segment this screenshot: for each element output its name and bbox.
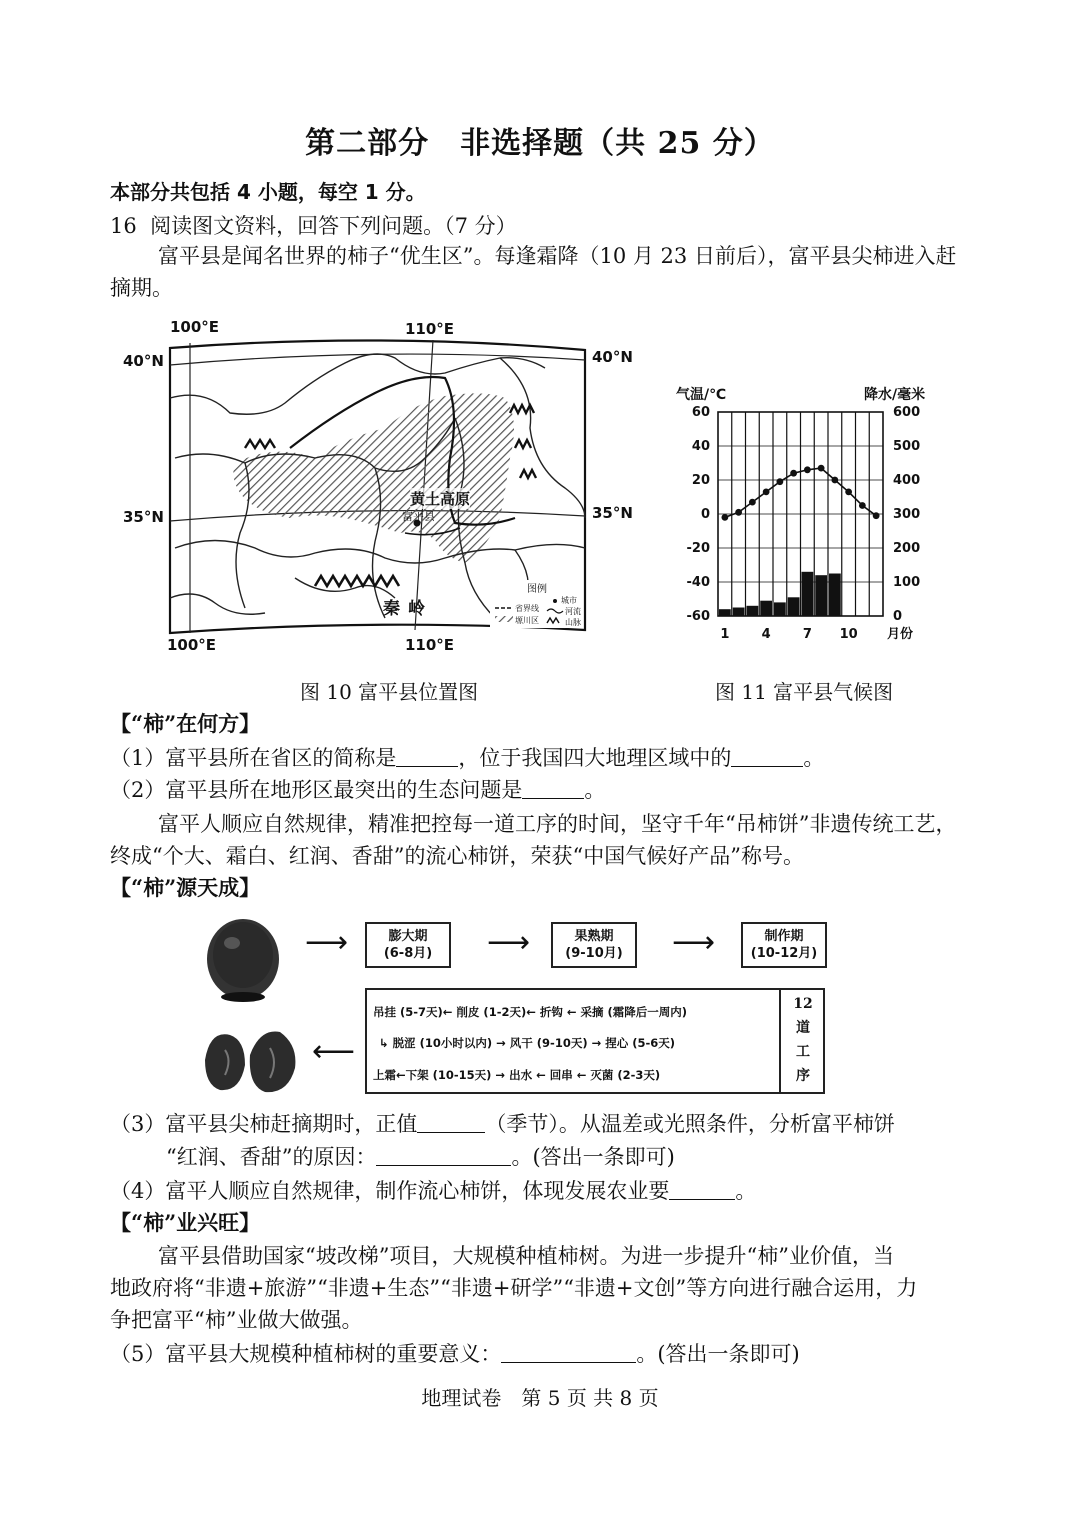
left-tick-label: 0	[700, 507, 710, 522]
right-tick-label: 400	[893, 473, 921, 488]
stage1-box	[365, 922, 451, 968]
legend-title: 图例	[527, 584, 547, 595]
stage1-name: 膨大期	[388, 929, 428, 944]
q1-text-b: ，位于我国四大地理区域中的	[458, 746, 732, 770]
q1-blank-2[interactable]	[731, 765, 803, 767]
legend-item-boundary: 省界线	[515, 604, 539, 613]
context-paragraph-line2: 摘期。	[110, 276, 173, 300]
precip-bar-3	[747, 606, 759, 616]
arrow-to-stage2: ⟶	[487, 925, 531, 960]
process-box	[365, 988, 825, 1094]
legend-item-plain: 塬川区	[515, 616, 539, 625]
split-persimmon-image	[200, 1020, 300, 1100]
location-map	[115, 318, 645, 658]
right-axis-label: 降水/毫米	[864, 387, 926, 403]
precip-bar-1	[719, 609, 731, 616]
stage1-time: (6-8月)	[383, 946, 433, 961]
question-prompt: 阅读图文资料，回答下列问题。（7 分）	[150, 214, 517, 238]
q1-blank-1[interactable]	[396, 765, 458, 767]
climate-chart	[668, 380, 948, 650]
q2-text-a: （2）富平县所在地形区最突出的生态问题是	[110, 778, 523, 802]
left-tick-label: -20	[686, 541, 710, 556]
temp-point-4	[763, 489, 770, 496]
section2-heading: 【“柿”源天成】	[110, 875, 261, 900]
x-tick-label: 1	[720, 627, 730, 642]
process-side-count: 12	[793, 996, 813, 1012]
temp-point-3	[749, 499, 756, 506]
right-tick-label: 100	[893, 575, 921, 590]
section1-heading: 【“柿”在何方】	[110, 711, 261, 736]
map-caption: 图 10 富平县位置图	[300, 680, 479, 704]
plateau-label: 黄土高原	[410, 490, 471, 508]
q2-text-b: 。	[584, 778, 606, 802]
question-number: 16	[110, 214, 137, 238]
climate-caption: 图 11 富平县气候图	[715, 680, 894, 704]
q3-text-c: “红润、香甜”的原因：	[166, 1145, 377, 1169]
x-tick-label: 4	[761, 627, 771, 642]
stage3-name: 制作期	[764, 929, 804, 944]
precip-bar-9	[829, 574, 841, 617]
question-16-header	[110, 210, 517, 240]
lon-label-bottom-left: 100°E	[167, 636, 217, 654]
lat-label-40-left: 40°N	[123, 352, 164, 370]
q2-blank[interactable]	[522, 797, 584, 799]
x-axis-unit-label: 月份	[887, 627, 914, 642]
temp-point-10	[845, 489, 852, 496]
arrow-to-stage3: ⟶	[672, 925, 716, 960]
process-row-2: ↳ 脱涩 (10小时以内) → 风干 (9-10天) → 捏心 (5-6天)	[379, 1036, 676, 1050]
stage2-box	[551, 922, 637, 968]
left-tick-label: 40	[691, 439, 710, 454]
whole-persimmon-image	[202, 915, 284, 1003]
q4-blank[interactable]	[669, 1198, 735, 1200]
temp-point-8	[818, 465, 825, 472]
lat-label-35-right: 35°N	[592, 504, 633, 522]
section3-heading: 【“柿”业兴旺】	[110, 1210, 261, 1235]
lat-label-35-left: 35°N	[123, 508, 164, 526]
stage2-name: 果熟期	[574, 929, 614, 944]
county-label: 富平县	[402, 510, 435, 523]
right-tick-label: 500	[893, 439, 921, 454]
right-tick-label: 200	[893, 541, 921, 556]
q3-text-b: （季节）。从温差或光照条件，分析富平柿饼	[485, 1112, 895, 1136]
q3-text-a: （3）富平县尖柿赶摘期时，正值	[110, 1112, 418, 1136]
process-side-char-3: 序	[796, 1068, 810, 1084]
q1-text-a: （1）富平县所在省区的简称是	[110, 746, 397, 770]
section1-para-line1: 富平人顺应自然规律，精准把控每一道工序的时间，坚守千年“吊柿饼”非遗传统工艺，	[158, 812, 957, 836]
left-tick-label: -60	[686, 609, 710, 624]
left-tick-label: 60	[691, 405, 710, 420]
process-side-char-2: 工	[796, 1044, 810, 1060]
loess-plateau-region	[233, 393, 514, 563]
temp-point-11	[859, 502, 866, 509]
section3-para-line2: 地政府将“非遗+旅游”“非遗+生态”“非遗+研学”“非遗+文创”等方向进行融合运用，力	[110, 1276, 918, 1300]
lat-label-40-right: 40°N	[592, 348, 633, 366]
temp-point-6	[790, 470, 797, 477]
question-3-line2	[166, 1141, 675, 1171]
temp-point-2	[735, 509, 742, 516]
legend-item-mountain: 山脉	[565, 618, 581, 627]
section-title: 第二部分 非选择题（共 25 分）	[305, 126, 775, 161]
mountain-label: 秦岭	[383, 599, 433, 619]
lon-label-bottom-right: 110°E	[405, 636, 455, 654]
question-2	[110, 774, 605, 804]
lon-label-top-right: 110°E	[405, 320, 455, 338]
precip-bar-8	[815, 575, 827, 616]
stage3-box	[741, 922, 827, 968]
q4-text-b: 。	[735, 1179, 757, 1203]
section1-para-line2: 终成“个大、霜白、红润、香甜”的流心柿饼，荣获“中国气候好产品”称号。	[110, 844, 804, 868]
q5-blank[interactable]	[501, 1361, 636, 1363]
section3-para-line1: 富平县借助国家“坡改梯”项目，大规模种植柿树。为进一步提升“柿”业价值，当	[158, 1244, 894, 1268]
temp-point-12	[873, 512, 880, 519]
precip-bar-7	[802, 572, 814, 616]
q3-text-d: 。(答出一条即可)	[511, 1145, 675, 1169]
process-side-label	[779, 988, 825, 1094]
left-tick-label: -40	[686, 575, 710, 590]
stage2-time: (9-10月)	[565, 946, 623, 961]
process-row-1: 吊挂 (5-7天)← 削皮 (1-2天)← 折钩 ← 采摘 (霜降后一周内)	[373, 1005, 688, 1019]
context-paragraph-line1: 富平县是闻名世界的柿子“优生区”。每逢霜降（10 月 23 日前后），富平县尖柿进入赶	[158, 244, 957, 268]
question-4	[110, 1175, 756, 1205]
climate-chart-svg	[668, 380, 948, 650]
x-tick-label: 10	[839, 627, 858, 642]
temp-point-5	[776, 478, 783, 485]
precip-bar-2	[733, 608, 745, 617]
page-footer: 地理试卷 第 5 页 共 8 页	[421, 1386, 659, 1410]
process-row-3: 上霜←下架 (10-15天) → 出水 ← 回串 ← 灭菌 (2-3天)	[373, 1068, 661, 1082]
process-side-char-1: 道	[796, 1020, 810, 1036]
right-tick-label: 0	[893, 609, 903, 624]
q3-blank-season[interactable]	[417, 1131, 485, 1133]
mountain-west	[245, 440, 275, 448]
precip-bar-6	[788, 597, 800, 616]
arrow-to-final: ⟵	[312, 1034, 356, 1069]
temp-point-7	[804, 466, 811, 473]
stage3-time: (10-12月)	[750, 946, 818, 961]
precip-bar-5	[774, 602, 786, 616]
q5-text-b: 。(答出一条即可)	[636, 1342, 800, 1366]
temp-point-9	[831, 477, 838, 484]
right-tick-label: 300	[893, 507, 921, 522]
left-axis-label: 气温/℃	[676, 387, 727, 403]
q4-text-a: （4）富平人顺应自然规律，制作流心柿饼，体现发展农业要	[110, 1179, 670, 1203]
lon-label-top-left: 100°E	[170, 318, 220, 336]
question-3-line1	[110, 1108, 895, 1138]
section-intro: 本部分共包括 4 小题，每空 1 分。	[110, 180, 426, 204]
right-tick-label: 600	[893, 405, 921, 420]
left-tick-label: 20	[691, 473, 710, 488]
precip-bar-4	[760, 601, 772, 616]
q3-blank-reason[interactable]	[376, 1164, 511, 1166]
q1-text-c: 。	[803, 746, 825, 770]
q5-text-a: （5）富平县大规模种植柿树的重要意义：	[110, 1342, 502, 1366]
question-1	[110, 742, 824, 772]
arrow-to-stage1: ⟶	[305, 925, 349, 960]
question-5	[110, 1338, 800, 1368]
legend-item-river: 河流	[565, 607, 581, 616]
x-tick-label: 7	[802, 627, 812, 642]
legend-item-city: 城市	[561, 596, 577, 605]
temp-point-1	[721, 514, 728, 521]
mountain-qinling	[315, 576, 399, 586]
section3-para-line3: 争把富平“柿”业做大做强。	[110, 1308, 363, 1332]
